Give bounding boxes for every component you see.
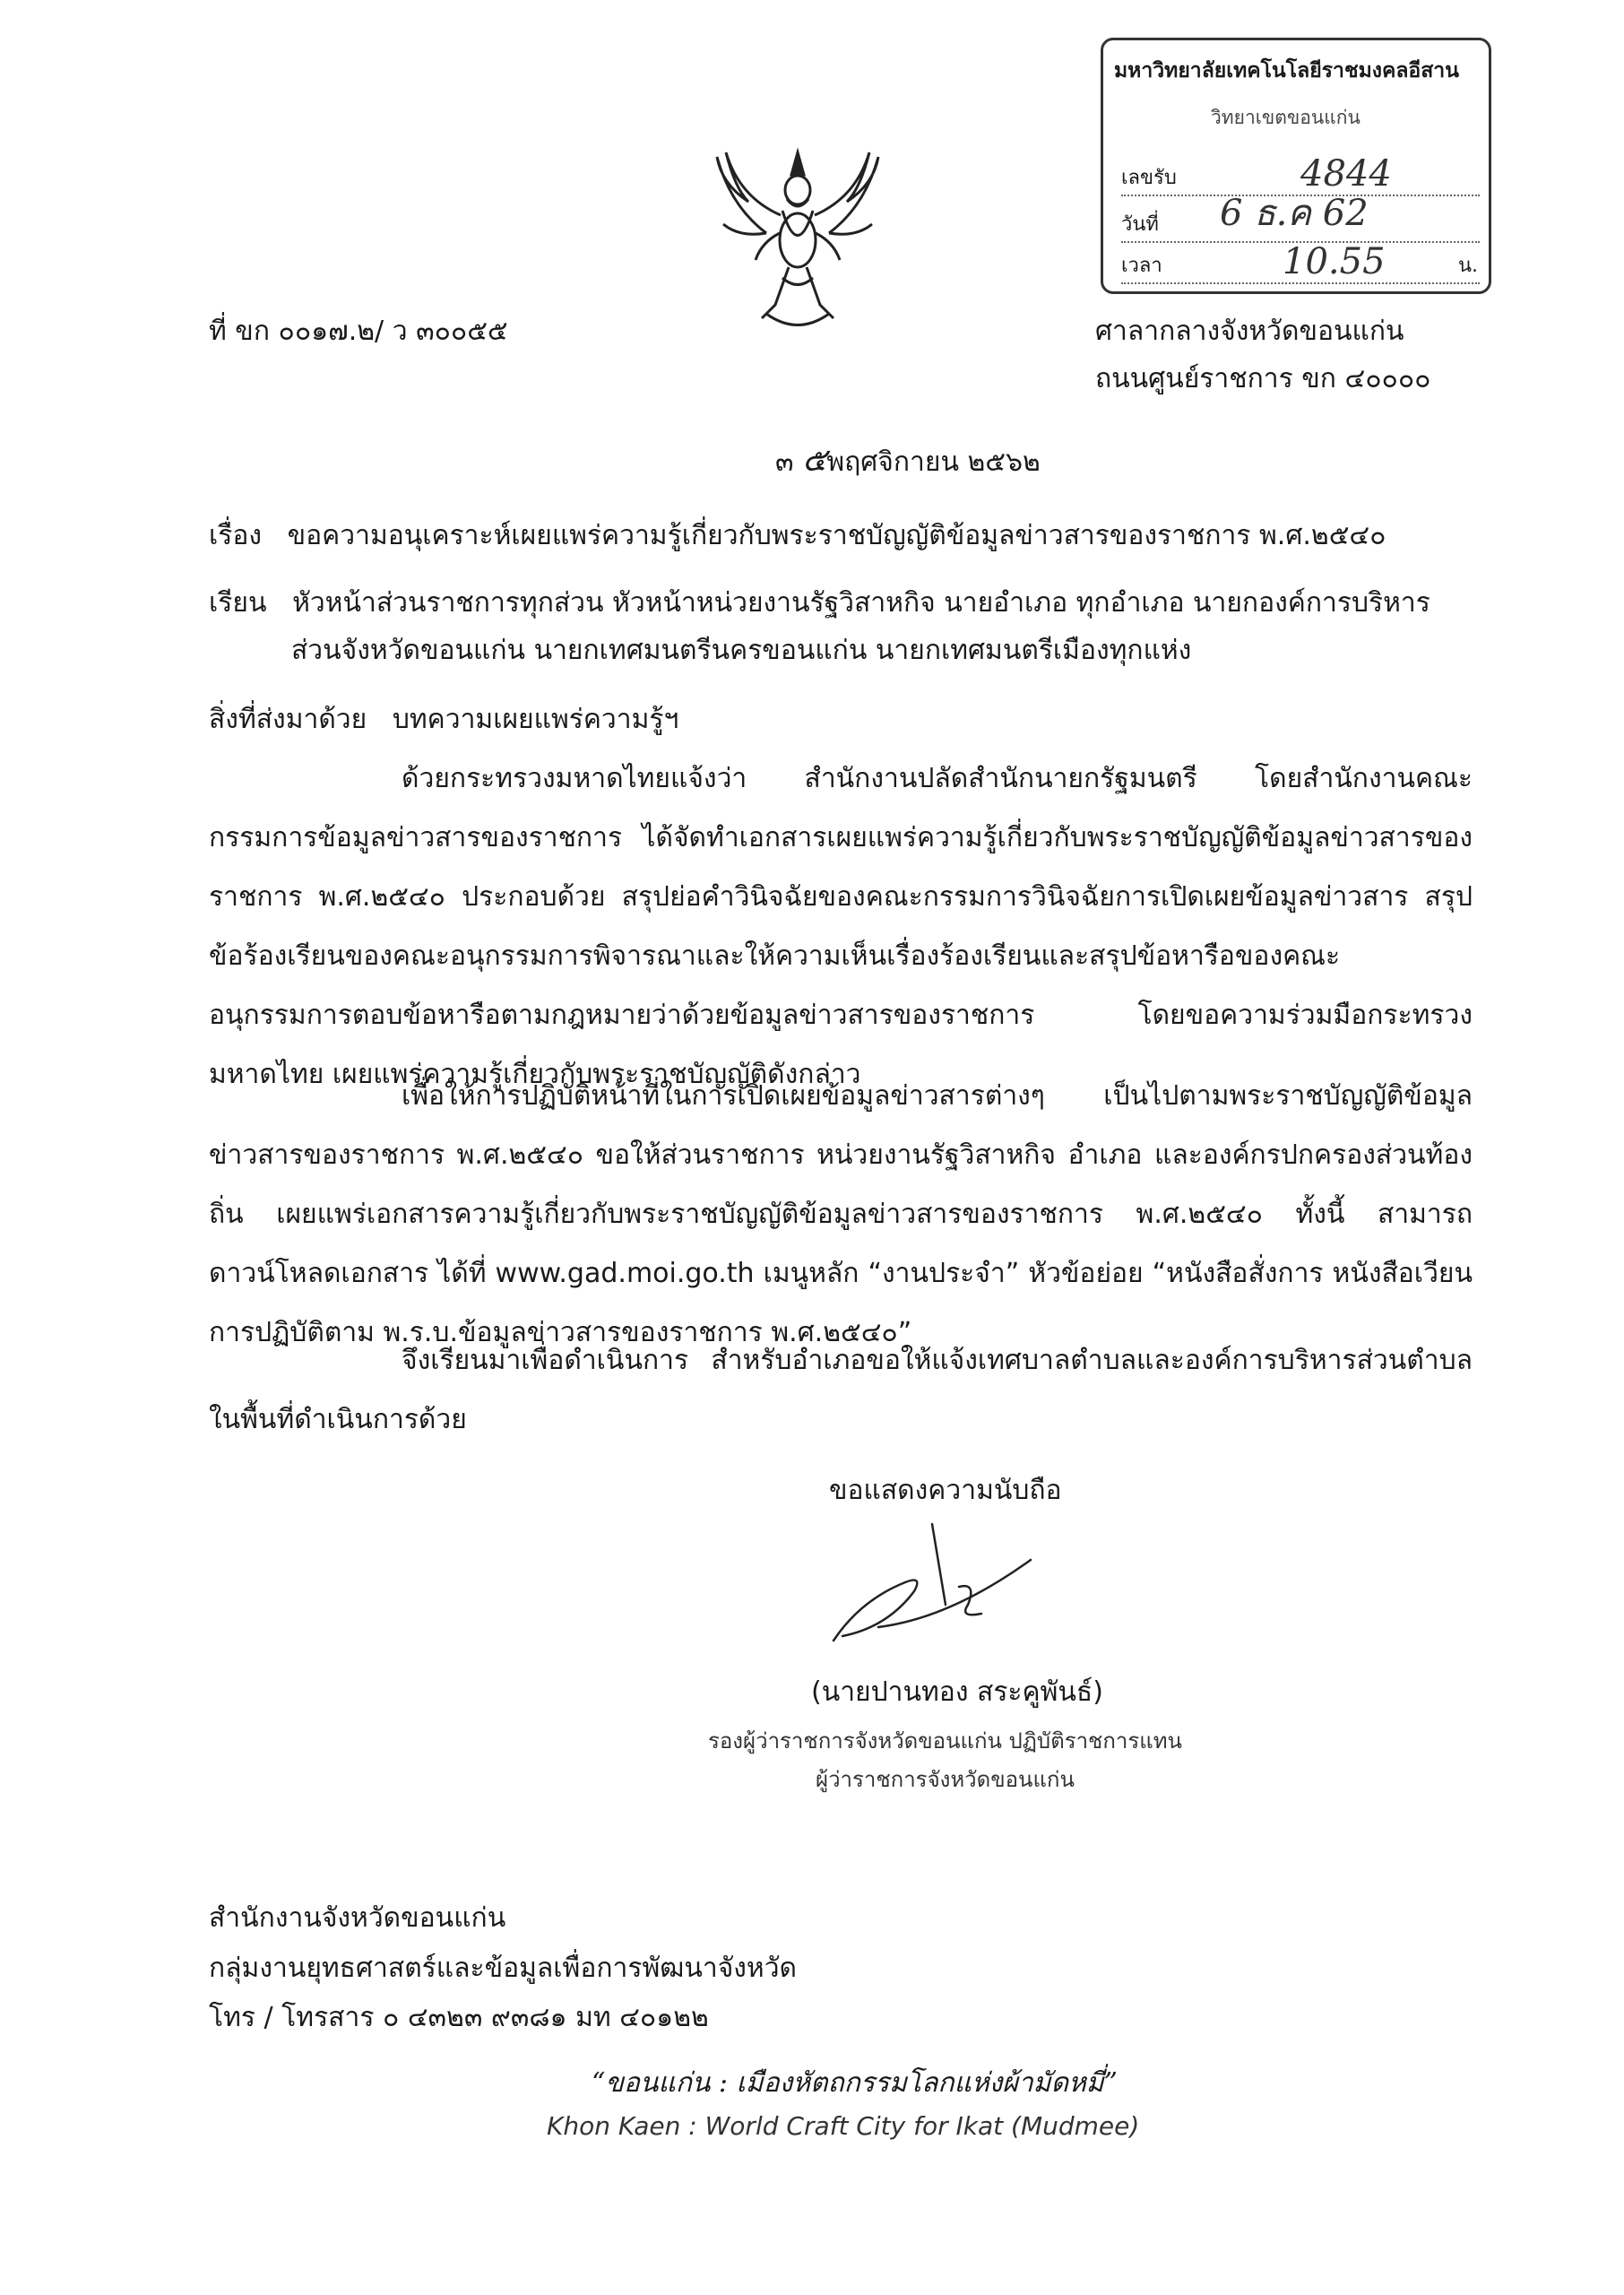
date-day: ๓	[775, 446, 794, 478]
signatory-position-2: ผู้ว่าราชการจังหวัดขอนแก่น	[816, 1767, 1075, 1792]
subject-line	[209, 520, 1386, 552]
stamp-time-row	[1121, 241, 1480, 284]
document-number: ที่ ขก ๐๐๑๗.๒/ ว ๓๐๐๕๕	[209, 316, 508, 347]
body-paragraph-2-text: เพื่อให้การปฏิบัติหน้าที่ในการเปิดเผยข้อมูลข่าวสารต่างๆ เป็นไปตามพระราชบัญญัติข้อมูลข่าวสารของราชการ พ.ศ.๒๕๔๐ ขอให้ส่วนราชการ หน่วยงานรัฐวิสาหกิจ อำเภอ และองค์กรปกครองส่วนท้องถิ่น เผยแพร่เอกสารความรู้เกี่ยวกับพระราชบัญญัติข้อมูลข่าวสารของราชการ พ.ศ.๒๕๔๐ ทั้งนี้ สามารถดาวน์โหลดเอกสาร ได้ที่ www.gad.moi.go.th เมนูหลัก “งานประจำ” หัวข้อย่อย “หนังสือสั่งการ หนังสือเวียน การปฏิบัติตาม พ.ร.บ.ข้อมูลข่าวสารของราชการ พ.ศ.๒๕๔๐”	[209, 1080, 1473, 1348]
stamp-time-label: เวลา	[1121, 255, 1162, 277]
sender-office: สำนักงานจังหวัดขอนแก่น	[209, 1902, 506, 1934]
stamp-time-suffix: น.	[1457, 255, 1478, 277]
received-stamp	[1101, 38, 1491, 294]
garuda-emblem	[713, 134, 883, 341]
sender-division: กลุ่มงานยุทธศาสตร์และข้อมูลเพื่อการพัฒนาจังหวัด	[209, 1953, 798, 1984]
signature	[825, 1520, 1058, 1654]
date-day-handwritten: ๕	[802, 442, 827, 479]
recipient-text-1: หัวหน้าส่วนราชการทุกส่วน หัวหน้าหน่วยงานรัฐวิสาหกิจ นายอำเภอ ทุกอำเภอ นายกองค์การบริหาร	[292, 587, 1430, 619]
enclosure-label: สิ่งที่ส่งมาด้วย	[209, 704, 367, 735]
stamp-date-value: 6 ธ.ค 62	[1220, 193, 1369, 234]
stamp-receipt-number: 4844	[1300, 153, 1392, 195]
recipient-line-1	[209, 587, 1430, 619]
subject-label: เรื่อง	[209, 520, 263, 551]
document-date	[775, 441, 1041, 480]
stamp-time-value: 10.55	[1283, 241, 1386, 282]
address-line-2: ถนนศูนย์ราชการ ขก ๔๐๐๐๐	[1095, 363, 1431, 394]
signatory-position-1: รองผู้ว่าราชการจังหวัดขอนแก่น ปฏิบัติราชการแทน	[708, 1728, 1182, 1754]
stamp-date-row	[1121, 193, 1480, 243]
slogan-english: Khon Kaen : World Craft City for Ikat (Mudmee)	[547, 2111, 1140, 2141]
slogan-thai: “ขอนแก่น : เมืองหัตถกรรมโลกแห่งผ้ามัดหมี่”	[592, 2067, 1118, 2099]
recipient-text-2: ส่วนจังหวัดขอนแก่น นายกเทศมนตรีนครขอนแก่น นายกเทศมนตรีเมืองทุกแห่ง	[291, 635, 1192, 666]
enclosure-line	[209, 704, 678, 736]
body-paragraph-1-text: ด้วยกระทรวงมหาดไทยแจ้งว่า สำนักงานปลัดสำนักนายกรัฐมนตรี โดยสำนักงานคณะกรรมการข้อมูลข่าวสารของราชการ ได้จัดทำเอกสารเผยแพร่ความรู้เกี่ยวกับพระราชบัญญัติข้อมูลข่าวสารของราชการ พ.ศ.๒๕๔๐ ประกอบด้วย สรุปย่อคำวินิจฉัยของคณะกรรมการวินิจฉัยการเปิดเผยข้อมูลข่าวสาร สรุปข้อร้องเรียนของคณะอนุกรรมการพิจารณาและให้ความเห็นเรื่องร้องเรียนและสรุปข้อหารือของคณะอนุกรรมการตอบข้อหารือตามกฎหมายว่าด้วยข้อมูลข่าวสารของราชการ โดยขอความร่วมมือกระทรวงมหาดไทย เผยแพร่ความรู้เกี่ยวกับพระราชบัญญัติดังกล่าว	[209, 763, 1473, 1090]
stamp-campus: วิทยาเขตขอนแก่น	[1211, 107, 1361, 128]
signatory-name: (นายปานทอง สระคูพันธ์)	[811, 1676, 1103, 1708]
stamp-receipt-label: เลขรับ	[1121, 167, 1177, 189]
body-paragraph-1	[209, 749, 1473, 1104]
subject-text: ขอความอนุเคราะห์เผยแพร่ความรู้เกี่ยวกับพระราชบัญญัติข้อมูลข่าวสารของราชการ พ.ศ.๒๕๔๐	[287, 520, 1386, 551]
date-month-year: พฤศจิกายน ๒๕๖๒	[826, 446, 1041, 478]
closing-salutation: ขอแสดงความนับถือ	[829, 1475, 1062, 1506]
body-paragraph-2	[209, 1067, 1473, 1363]
enclosure-text: บทความเผยแพร่ความรู้ฯ	[392, 704, 679, 735]
body-paragraph-3-text: จึงเรียนมาเพื่อดำเนินการ สำหรับอำเภอขอให้แจ้งเทศบาลตำบลและองค์การบริหารส่วนตำบลในพื้นที่ดำเนินการด้วย	[209, 1345, 1473, 1435]
sender-phone: โทร / โทรสาร ๐ ๔๓๒๓ ๙๓๘๑ มท ๔๐๑๒๒	[209, 2002, 709, 2033]
stamp-title: มหาวิทยาลัยเทคโนโลยีราชมงคลอีสาน	[1114, 59, 1459, 82]
recipient-label: เรียน	[209, 587, 267, 619]
stamp-date-label: วันที่	[1121, 213, 1159, 236]
address-line-1: ศาลากลางจังหวัดขอนแก่น	[1095, 316, 1404, 347]
body-paragraph-3	[209, 1331, 1473, 1450]
